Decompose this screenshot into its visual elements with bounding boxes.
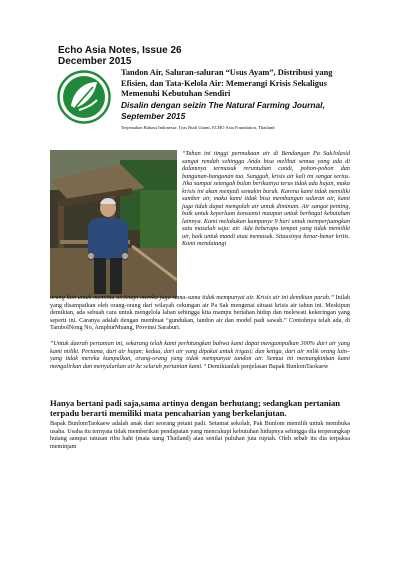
translator-credit: Terjemahan Bahasa Indonesia: Tyas Budi Utami, ECHO Asia Foundation, Thailand [121,125,275,130]
quote-1-end: orang lain untuk meminta air,tetapi mereka juga sama-sama tidak mempunyai air. Krisis air ini demikian parah.” [50,294,334,301]
newsletter-date: December 2015 [58,56,132,67]
quote-2-text: “Untuk daerah pertanian ini, sekarang telah kami perhitungkan bahwa kami dapat mengumpulkan 300% dari air yang kami miliki. Pertama, dari air hujan; kedua, dari air yang dipakai untuk irigasi; dan ketiga, dari air milik orang lain–yang tidak mereka kumpulkan, orang-orang yang tidak mempunyai tandon air. Semua ini memungkinkan kami mengalirkan dan menyalurkan air ke seluruh pertanian kami.” [50,340,350,370]
quote-paragraph-1-continued [50,294,350,332]
quote-2-attribution: Demikianlah penjelasan Bapak BunlomTaokaew [206,362,329,370]
section-heading: Hanya bertani padi saja,sama artinya dengan berhutang; sedangkan pertanian terpadu berarti memiliki mata pencaharian yang berkelanjutan. [50,398,341,418]
newsletter-issue: Echo Asia Notes, Issue 26 [58,45,182,56]
article-subtitle: Disalin dengan seizin The Natural Farming Journal, September 2015 [121,100,325,121]
article-title: Tandon Air, Saluran-saluran “Usus Ayam”, Distribusi yang Efisien, dan Tata-Kelola Air: Memerangi Krisis Sekaligus Memenuhi Kebutuhan Sendiri [121,68,333,99]
farmer-photo [50,150,177,298]
body-paragraph: Bapak BunlomTaokaew adalah anak dari seorang petani padi. Setamat sekolah, Pak Bunlom memilih untuk membuka usaha. Usaha itu ternyata tidak memberikan pendapatan yang mencukupi kebutuhan hidupnya sehingga dia terperangkap hutang sampai ratusan ribu baht (mata uang Thailand) atau senilai puluhan juta rupiah. Oleh sebab itu dia terpaksa meminjam [50,420,350,450]
quote-paragraph-2 [50,340,350,370]
quote-paragraph-1: “Tahun ini tinggi permukaan air di Bendungan Pa SakJolasid sangat rendah sehingga Anda bisa melihat semua yang ada di dalamnya termasuk reruntuhan candi, pohon-pohon dan bangunan-bangunan tua. Sungguh, krisis air kali ini sangat serius. Jika sampai setengah bulan berikutnya terus tidak ada hujan, maka krisis ini akan menjadi semakin buruk. Karena kami tidak memiliki sumber air, maka kami tidak bisa membangun saluran air, kami juga tidak dapat mengolah air untuk diminum. Air sangat penting, baik untuk keperluan konsumsi maupun untuk berbagai kebutuhan lainnya. Kami melakukan kampanye 9 hari untuk memperjuangkan satu masalah saja: air. Ada beberapa tempat yang tidak memiliki air, baik untuk mandi atau memasak. Situasinya benar-benar kritis. Kami mendatangi [182,150,350,247]
echo-logo-icon [57,70,111,124]
quote-1-narration: Inilah yang disampaikan oleh orang-orang dari wilayah cekungan air Pa Sak mengenai situasi krisis air tahun ini. Meskipun demikian, ada sebuah cara untuk mengelola lahan sehingga kita mampu bertahan hidup dan melewati kekeringan yang seperti ini. Caranya adalah dengan membuat “gundukan, tandon air dan model padi sawah.” Contohnya telah ada, di TambolNong No, AmphurMuang, Provinsi Saraburi. [50,294,350,331]
